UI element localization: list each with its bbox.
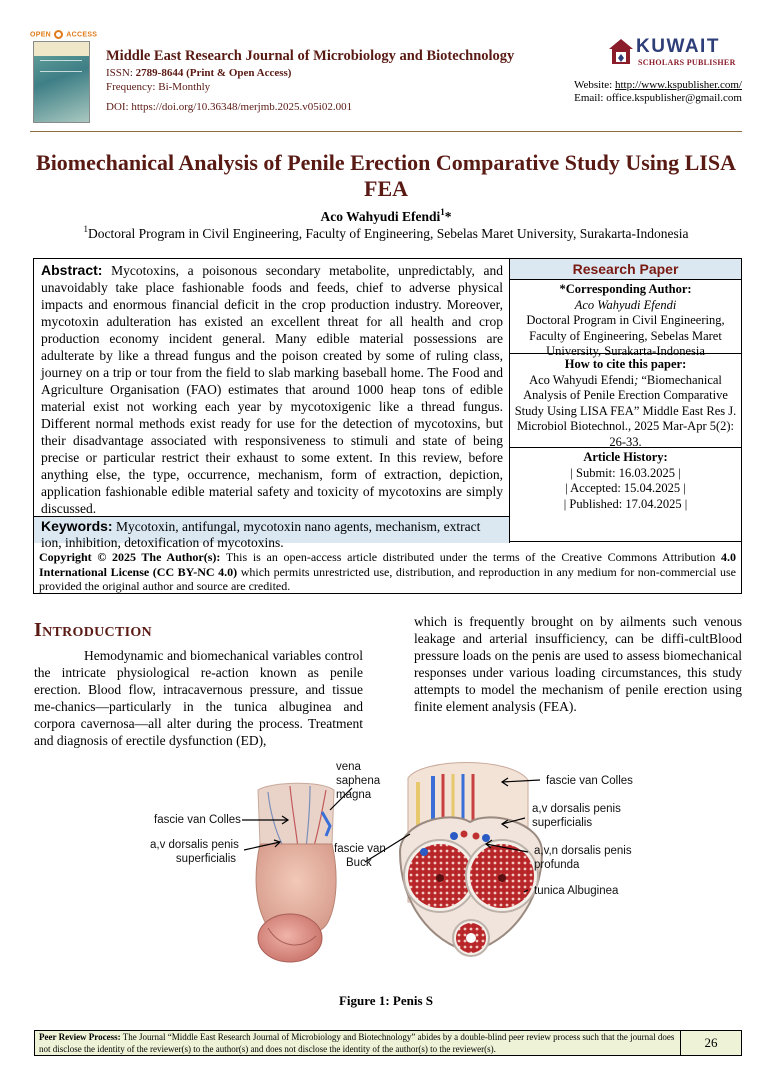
website-label: Website:	[574, 79, 613, 91]
body-column-right	[414, 613, 742, 715]
label-dorsalis-left-line2: superficialis	[175, 853, 236, 865]
corresponding-marker: *	[444, 209, 452, 224]
cover-banner	[34, 42, 89, 56]
publisher-email[interactable]: Email: office.kspublisher@gmail.com	[574, 92, 742, 104]
website-link[interactable]: http://www.kspublisher.com/	[614, 79, 742, 91]
label-saphena: saphena	[336, 775, 381, 787]
corresponding-author-block	[510, 280, 741, 358]
copyright-label: Copyright © 2025 The Author(s):	[39, 550, 221, 564]
affiliation-marker: 1	[83, 224, 89, 234]
copyright-license: 4.0 International License (CC BY-NC 4.0)	[39, 550, 736, 579]
header-divider	[30, 131, 742, 132]
corresponding-label: *Corresponding Author:	[559, 282, 692, 296]
journal-header	[30, 30, 742, 130]
citation-text	[510, 373, 741, 451]
right-penis-cross-section	[400, 763, 542, 957]
article-info-sidebar	[510, 259, 741, 516]
open-access-word-right: ACCESS	[66, 31, 98, 39]
label-vena: vena	[336, 761, 361, 773]
body-column-left	[34, 647, 363, 749]
label-fascie-van-buck-line2: Buck	[346, 857, 372, 869]
citation-label: How to cite this paper:	[564, 357, 687, 371]
keywords-text: Mycotoxin, antifungal, mycotoxin nano agents, mechanism, extract ion, inhibition, detoxification of mycotoxins.	[41, 519, 481, 550]
abstract-box	[33, 258, 742, 550]
article-author	[30, 209, 742, 225]
label-dorsalis-right-line1: a,v dorsalis penis	[532, 803, 621, 815]
peer-review-text	[35, 1031, 681, 1055]
issn-value: 2789-8644 (Print & Open Access)	[135, 67, 292, 79]
abstract-text: Mycotoxins, a poisonous secondary metabolite, unpredictably, and unavoidably take place fashionable foods and feeds, chief to adverse physical impacts and enormous financial deficit in the crop production industry. Moreover, mycotoxin adulteration has existed an excellent threat for all health and crop production economy incident general. Many edible material possessions are adulterate by like a thread fungus and the poison created by some of ruling class, journey on a trip or tour from the field to slab marking baseball home. The Food and Agriculture Organisation (FAO) estimates that around 1000 heap tons of edible material exist not working each year by mycotoxigenic like a thread fungus. Different normal methods exist ready for use for the detection of mycotoxins, but their disadvantage associated with responsiveness to stimuli and state of being precise or particular restrict their exhaust to some extent. In this review, before anything else, the type, occurrence, mechanism, form of extraction, depiction, application fashionable edible material safety and toxicity of mycotoxins are simply discussed.	[41, 263, 504, 516]
label-dorsalis-right-line2: superficialis	[532, 817, 593, 829]
label-fascie-van-buck-line1: fascie van	[334, 843, 386, 855]
issn-label: ISSN:	[106, 67, 133, 79]
intro-paragraph-2: which is frequently brought on by ailments such venous leakage and arterial insufficiency, can be diffi-cultBlood pressure loads on the penis are used to assess biomechanical responses under various loading circumstances, this study attempts to model the mechanism of penile erection using finite element analysis (FEA).	[414, 614, 742, 714]
citation-separator: ;	[634, 372, 639, 387]
history-accepted: | Accepted: 15.04.2025 |	[565, 481, 686, 495]
peer-review-label: Peer Review Process:	[39, 1032, 121, 1042]
peer-review-footer	[34, 1030, 742, 1056]
journal-cover-image	[33, 41, 90, 123]
label-tunica-albuginea: tunica Albuginea	[534, 885, 619, 897]
open-access-word-left: OPEN	[30, 31, 52, 39]
article-history-block	[510, 449, 741, 515]
citation-block	[510, 355, 741, 448]
history-submit: | Submit: 16.03.2025 |	[570, 465, 681, 480]
history-published: | Published: 17.04.2025 |	[563, 496, 688, 511]
citation-rest: “Biomechanical Analysis of Penile Erection Comparative Study Using LISA FEA” Middle East Res J. Microbiol Biotechnol., 2025 Mar-Apr 5(2): 26-33.	[514, 372, 737, 449]
keywords-section	[34, 516, 510, 550]
label-fascie-van-colles-left: fascie van Colles	[154, 814, 241, 826]
journal-frequency: Frequency: Bi-Monthly	[106, 81, 211, 93]
publisher-logo-subtitle: SCHOLARS PUBLISHER	[638, 58, 736, 67]
abstract-label: Abstract:	[41, 262, 103, 278]
label-dorsalis-left-line1: a,v dorsalis penis	[150, 839, 239, 851]
label-profunda-line1: a,v,n dorsalis penis	[534, 845, 632, 857]
article-title: Biomechanical Analysis of Penile Erection Comparative Study Using LISA FEA	[36, 150, 736, 201]
copyright-text-a: This is an open-access article distributed under the terms of the Creative Commons Attribution	[220, 550, 721, 564]
author-affiliation	[30, 226, 742, 242]
citation-author: Aco Wahyudi Efendi	[529, 372, 635, 387]
copyright-notice	[33, 550, 742, 594]
corresponding-name: Aco Wahyudi Efendi	[574, 297, 677, 312]
figure-caption: Figure 1: Penis S	[338, 993, 433, 1008]
publisher-logo	[608, 38, 742, 70]
publisher-house-icon	[608, 38, 634, 66]
figure-penis-anatomy	[150, 752, 640, 984]
page-number: 26	[704, 1035, 718, 1050]
history-label: Article History:	[583, 450, 668, 464]
journal-issn	[106, 67, 291, 79]
cover-title-lines	[40, 60, 82, 72]
article-type-badge: Research Paper	[510, 259, 741, 280]
publisher-website	[574, 79, 742, 91]
label-magna: magna	[336, 789, 372, 801]
label-profunda-line2: profunda	[534, 859, 580, 871]
article-doi[interactable]: DOI: https://doi.org/10.36348/merjmb.2025.v05i02.001	[106, 101, 353, 113]
author-name: Aco Wahyudi Efendi	[320, 209, 441, 224]
copyright-text-b: which permits unrestricted use, distribution, and reproduction in any medium for non-commercial use provided the original author and source are credited.	[39, 564, 736, 593]
publisher-logo-word: KUWAIT	[636, 36, 720, 57]
label-fascie-van-colles-right: fascie van Colles	[546, 775, 633, 787]
left-penis-drawing	[256, 783, 336, 962]
affiliation-text: Doctoral Program in Civil Engineering, Faculty of Engineering, Sebelas Maret University, Surakarta-Indonesia	[88, 226, 689, 241]
open-access-lock-icon	[54, 30, 63, 39]
corresponding-affiliation: Doctoral Program in Civil Engineering, Faculty of Engineering, Sebelas Maret University, Surakarta-Indonesia	[526, 313, 725, 358]
section-heading-introduction: Introduction	[34, 619, 152, 641]
journal-title: Middle East Research Journal of Microbiology and Biotechnology	[106, 48, 515, 64]
author-affiliation-marker: 1	[440, 207, 445, 217]
peer-review-body: The Journal “Middle East Research Journal of Microbiology and Biotechnology” abides by a double-blind peer review process such that the journal does not disclose the identity of the reviewer(s) to the author(s) and does not disclose the identity of the author(s) to the reviewer(s).	[39, 1032, 675, 1054]
intro-paragraph-1: Hemodynamic and biomechanical variables control the intricate physiological re-action known as penile erection. Blood flow, intracavernous pressure, and tissue me-chanics—particularly in the tunica albuginea and corpora cavernosa—all alter during the process. Treatment and diagnosis of erectile dysfunction (ED),	[34, 648, 363, 748]
keywords-label: Keywords:	[41, 518, 113, 534]
abstract-section	[34, 259, 510, 516]
